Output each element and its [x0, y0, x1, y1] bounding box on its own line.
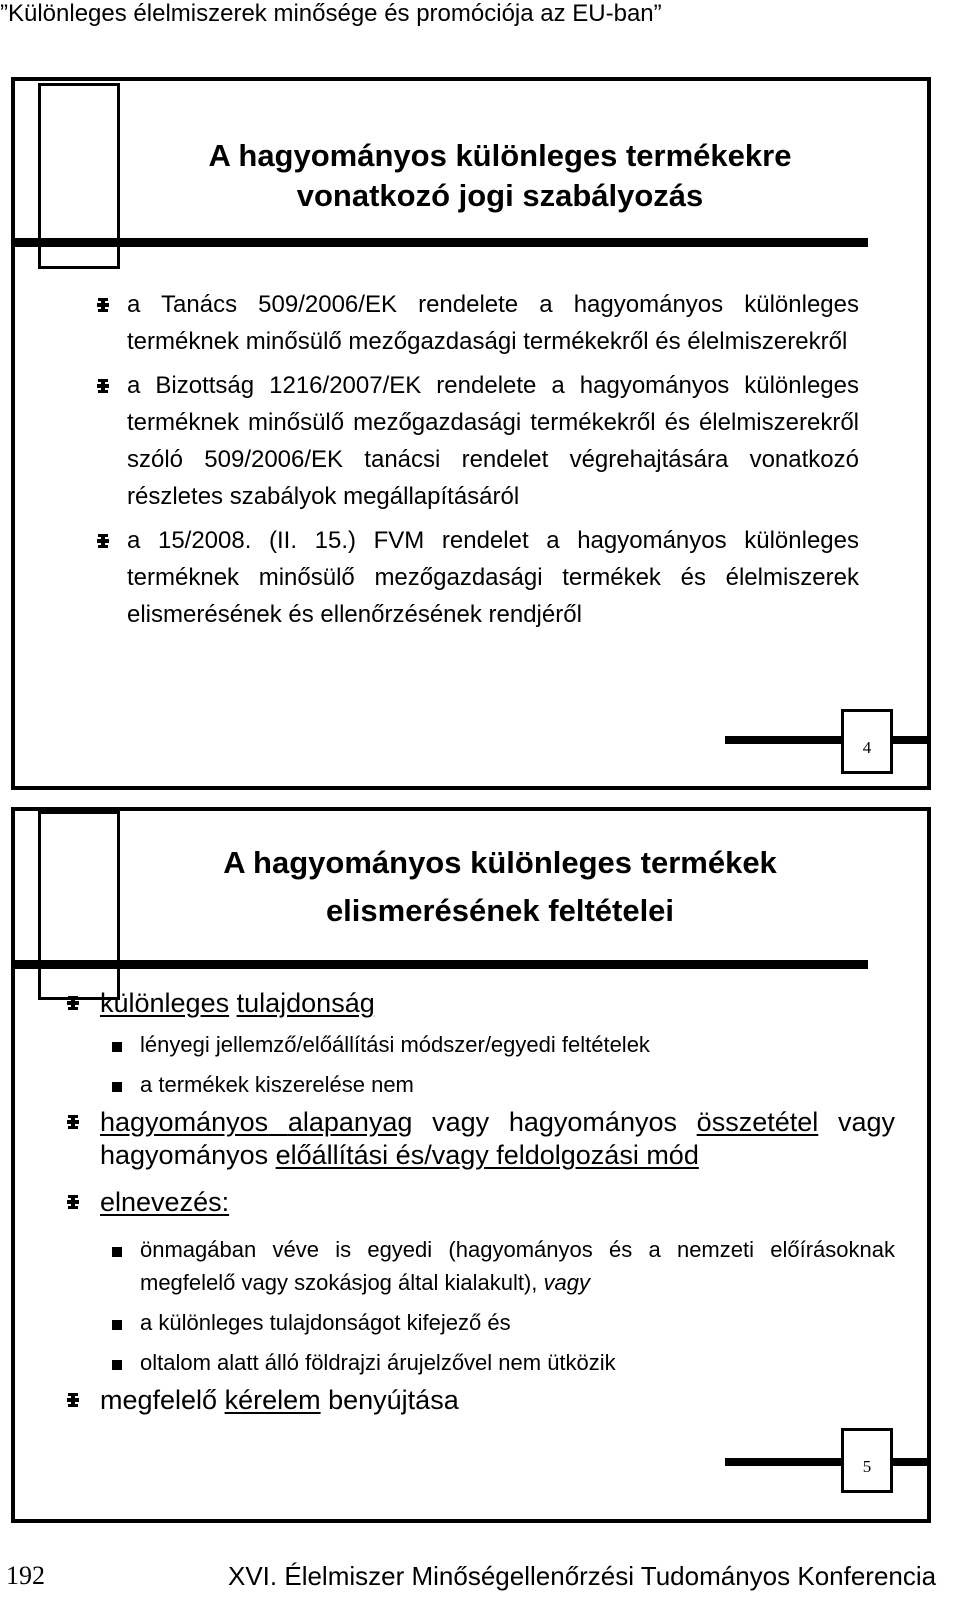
sub-item-text: a különleges tulajdonságot kifejező és: [140, 1310, 511, 1335]
sub-item-text: a termékek kiszerelése nem: [140, 1072, 414, 1097]
regulation-code: 1216/2007/EK: [269, 372, 422, 399]
list-item: [100, 987, 895, 1101]
slide-title-line: vonatkozó jogi szabályozás: [296, 178, 704, 213]
list-item: [127, 286, 859, 360]
list-item: [127, 367, 859, 515]
regulation-code: 15/2008. (II. 15.) FVM rendelet: [157, 527, 529, 554]
list-item: [100, 1384, 895, 1417]
title-rule: [15, 238, 868, 247]
underlined-term: alapanyag: [287, 1107, 413, 1137]
square-bullet-icon: [112, 1082, 122, 1092]
item-prefix: a: [127, 527, 158, 554]
regulation-code: 509/2006/EK: [258, 291, 397, 318]
item-text: rendelete a hagyományos különleges terméknek minősülő mezőgazdasági termékekről és élelmiszerekről: [127, 291, 859, 355]
list-item: [127, 522, 859, 633]
underlined-term: különleges: [100, 988, 230, 1018]
slide-number: 5: [841, 1428, 893, 1493]
item-prefix: a Bizottság: [127, 372, 270, 399]
underlined-term: összetétel: [696, 1107, 819, 1137]
slide-title-line: A hagyományos különleges termékekre: [208, 138, 792, 173]
underlined-term: előállítási és/vagy feldolgozási mód: [275, 1140, 699, 1170]
regulation-list: [127, 286, 859, 640]
item-text: megfelelő kérelem benyújtása: [100, 1385, 459, 1415]
item-text: hagyományos alapanyag vagy hagyományos összetétel vagy hagyományos előállítási és/vagy feldolgozási mód: [100, 1107, 895, 1170]
slide-title-line: A hagyományos különleges termékek: [223, 845, 777, 880]
star-bullet-icon: [66, 1392, 80, 1408]
item-text: [100, 1186, 895, 1219]
page-number: 192: [6, 1561, 45, 1590]
star-bullet-icon: [66, 995, 80, 1011]
square-bullet-icon: [112, 1042, 122, 1052]
slide-4: [11, 77, 931, 790]
star-bullet-icon: [66, 1194, 80, 1210]
item-prefix: a Tanács: [127, 291, 259, 318]
footer-rule: [725, 1458, 928, 1466]
sub-list-item: [140, 1068, 895, 1101]
sub-list-item: [140, 1233, 895, 1299]
underlined-term: tulajdonság: [236, 988, 375, 1018]
item-text: a hagyományos különleges terméknek minősülő mezőgazdasági termékek és élelmiszerek elismerésének és ellenőrzésének rendjéről: [127, 527, 859, 628]
sub-item-text: lényegi jellemző/előállítási módszer/egyedi feltételek: [140, 1032, 650, 1057]
sub-list-item: [140, 1306, 895, 1339]
underlined-term: kérelem: [224, 1385, 321, 1415]
sub-item-text: önmagában véve is egyedi (hagyományos és a nemzeti előírásoknak megfelelő vagy szokásjog által kialakult),: [140, 1237, 895, 1295]
star-bullet-icon: [96, 378, 110, 394]
footer-rule: [725, 736, 928, 744]
list-item: [100, 1186, 895, 1379]
conference-title: XVI. Élelmiszer Minőségellenőrzési Tudományos Konferencia: [228, 1561, 937, 1591]
star-bullet-icon: [66, 1114, 80, 1130]
slide-title: [135, 136, 865, 216]
star-bullet-icon: [96, 533, 110, 549]
slide-number: 4: [841, 709, 893, 774]
square-bullet-icon: [112, 1247, 122, 1257]
sub-list-item: [140, 1346, 895, 1379]
slide-title: [135, 839, 865, 935]
sub-list-item: [140, 1028, 895, 1061]
running-header: ”Különleges élelmiszerek minősége és promóciója az EU-ban”: [0, 0, 662, 27]
corner-decoration: [38, 811, 120, 1000]
conditions-list: [100, 987, 895, 1417]
slide-title-line: elismerésének feltételei: [325, 893, 675, 928]
item-text: rendelete a hagyományos különleges terméknek minősülő mezőgazdasági termékekről és élelmiszerekről szóló 509/2006/EK tanácsi rendelet végrehajtására vonatkozó részletes szabályok megállapításáról: [127, 372, 860, 510]
list-item: [100, 1106, 895, 1172]
title-rule: [15, 960, 868, 969]
sub-list: [100, 1028, 895, 1101]
sub-item-italic: vagy: [543, 1270, 591, 1295]
sub-item-text: oltalom alatt álló földrajzi árujelzővel nem ütközik: [140, 1350, 616, 1375]
item-text: [100, 987, 895, 1020]
square-bullet-icon: [112, 1320, 122, 1330]
sub-list: [100, 1233, 895, 1379]
underlined-term: hagyományos: [100, 1107, 269, 1137]
star-bullet-icon: [96, 297, 110, 313]
slide-5: [11, 807, 931, 1523]
square-bullet-icon: [112, 1360, 122, 1370]
underlined-term: elnevezés:: [100, 1187, 230, 1217]
